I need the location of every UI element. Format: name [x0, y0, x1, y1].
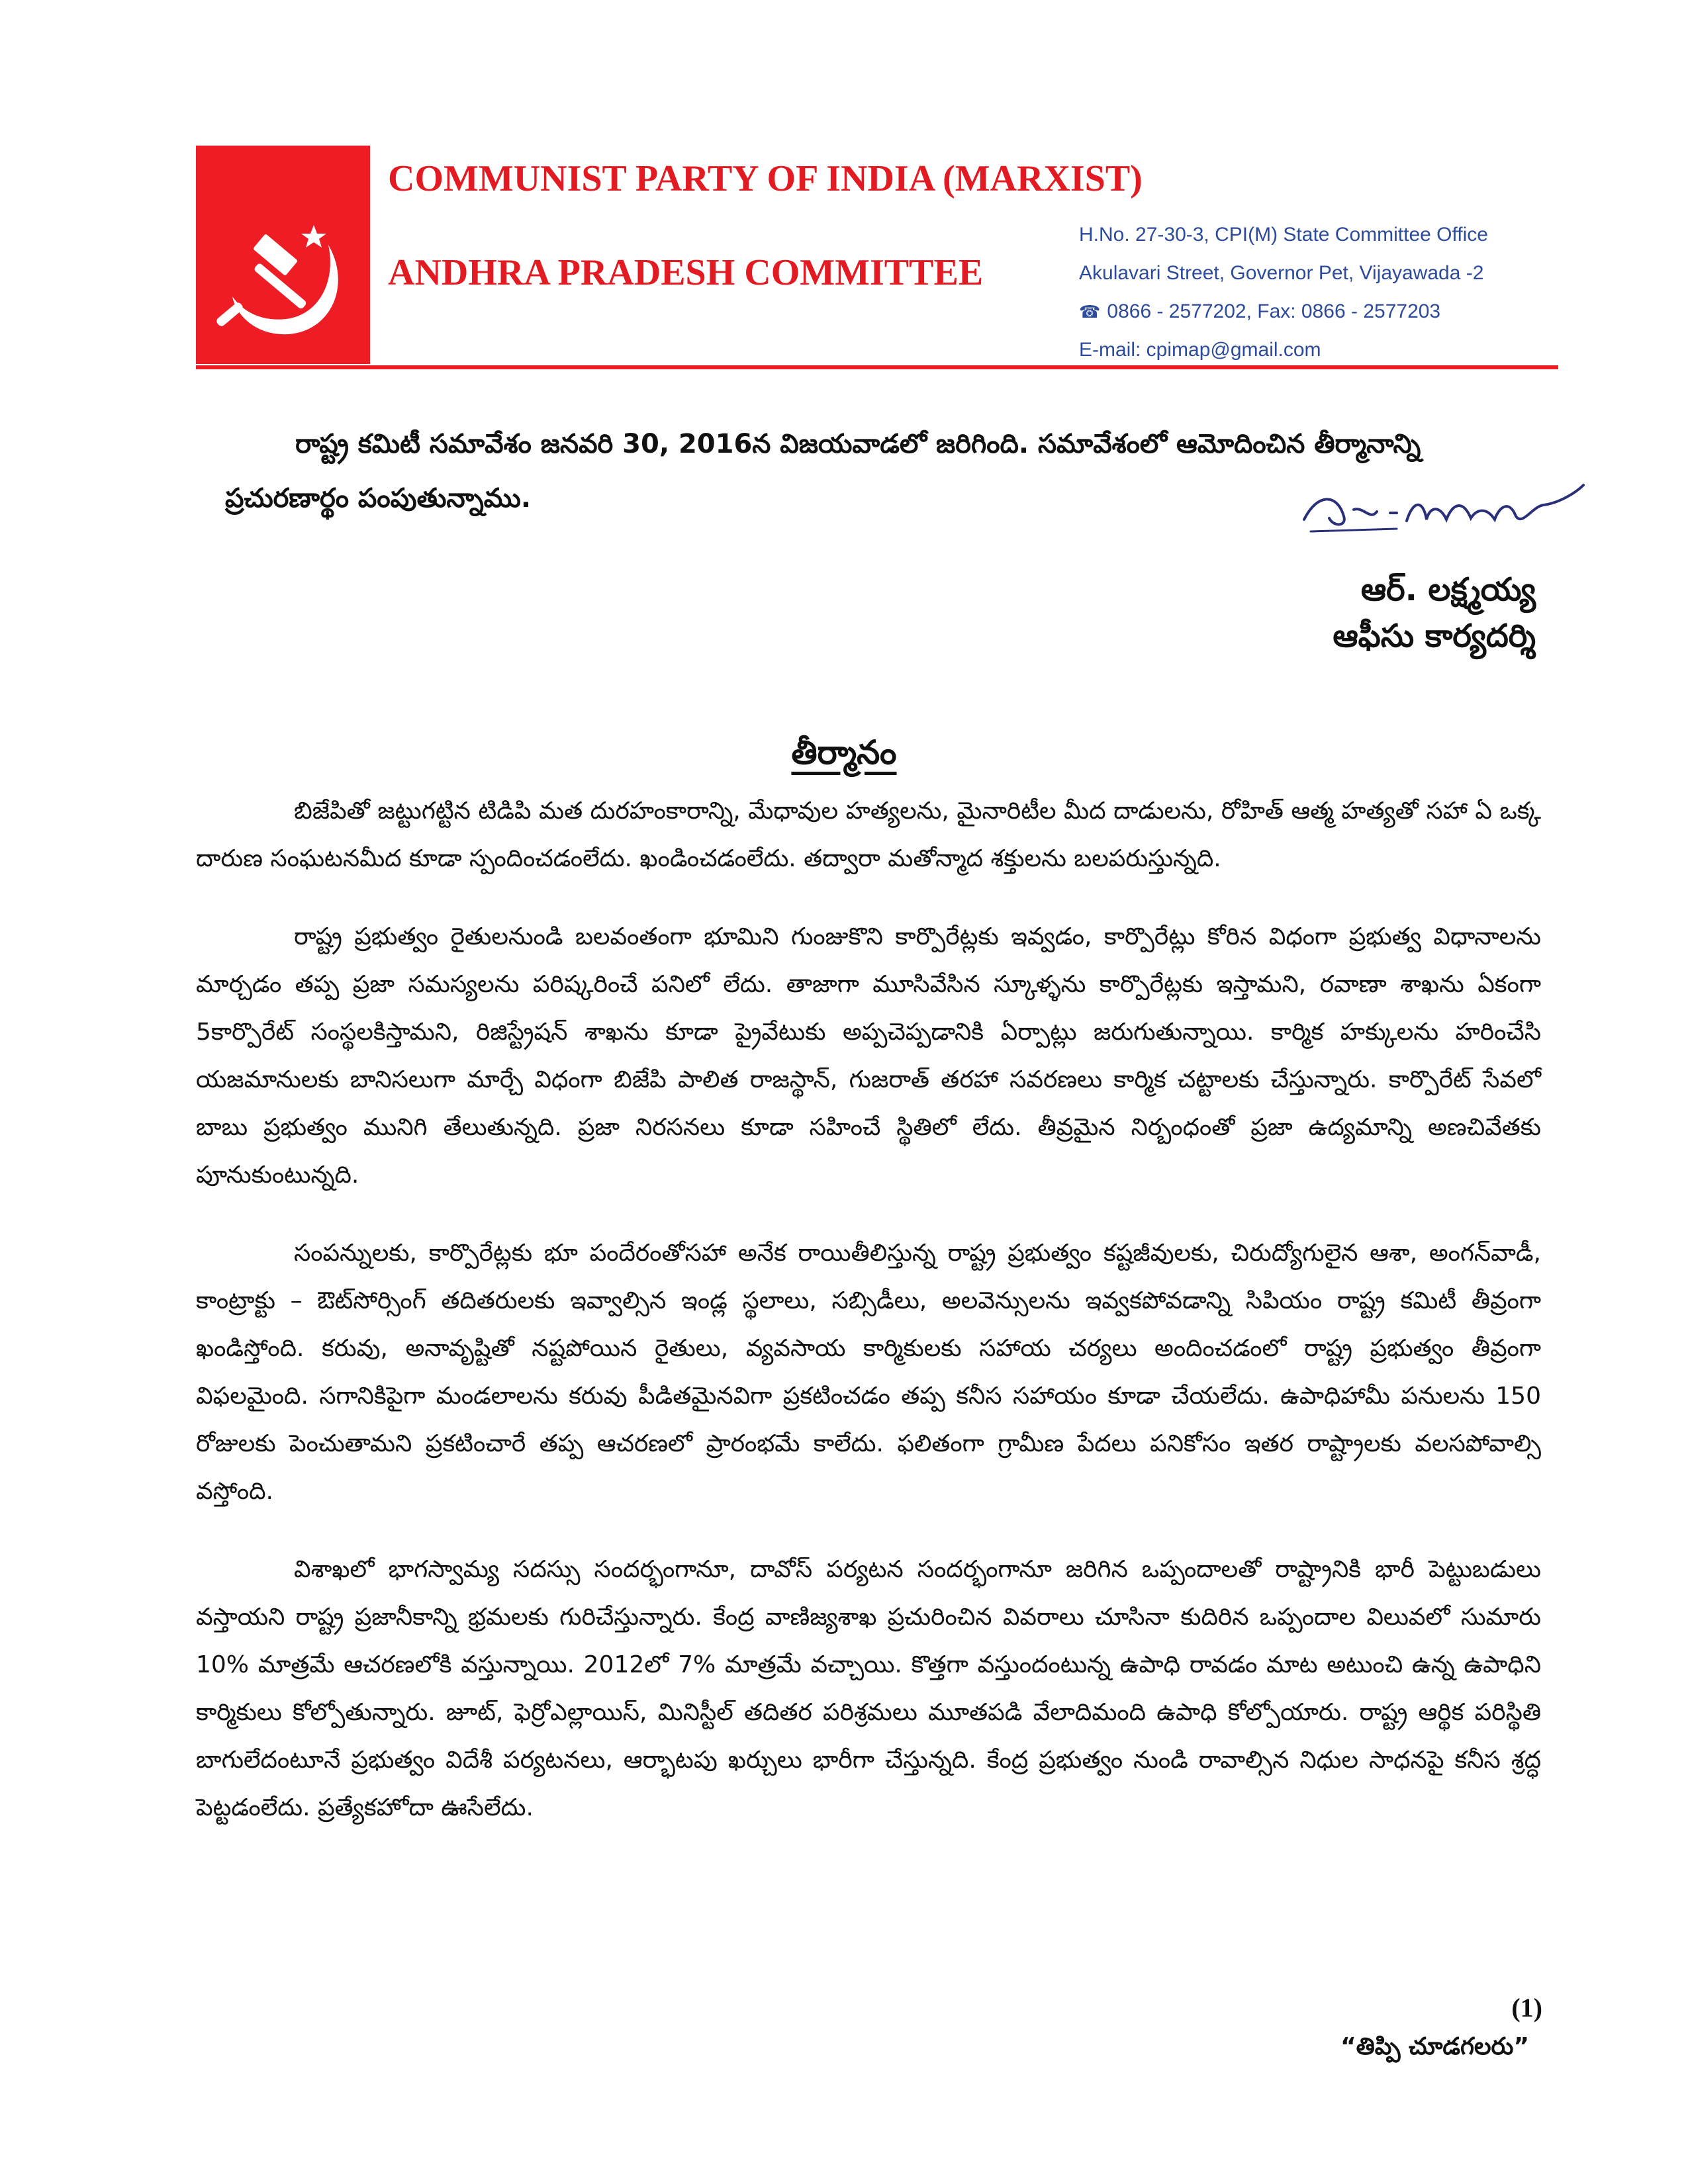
email-line: E-mail: cpimap@gmail.com [1079, 339, 1321, 361]
party-name: COMMUNIST PARTY OF INDIA (MARXIST) [388, 158, 1143, 199]
resolution-title [0, 733, 1688, 780]
continued-note: “తిప్పి చూడగలరు” [1340, 2033, 1529, 2060]
handwritten-signature-icon [1297, 480, 1589, 539]
resolution-title-text: తీర్మానం [791, 733, 897, 772]
hammer-sickle-star-icon [196, 146, 370, 364]
phone-numbers: 0866 - 2577202, Fax: 0866 - 2577203 [1107, 300, 1441, 322]
paragraph-4: విశాఖలో భాగస్వామ్య సదస్సు సందర్భంగానూ, దావోస్ పర్యటన సందర్భంగానూ జరిగిన ఒప్పందాలతో రాష్ట్రానికి భారీ పెట్టుబడులు వస్తాయని రాష్ట్ర ప్రజానీకాన్ని భ్రమలకు గురిచేస్తున్నారు. కేంద్ర వాణిజ్యశాఖ ప్రచురించిన వివరాలు చూసినా కుదిరిన ఒప్పందాల విలువలో సుమారు 10% మాత్రమే ఆచరణలోకి వస్తున్నాయి. 2012లో 7% మాత్రమే వచ్చాయి. కొత్తగా వస్తుందంటున్న ఉపాధి రావడం మాట అటుంచి ఉన్న ఉపాధిని కార్మికులు కోల్పోతున్నారు. జూట్, ఫెర్రోఎల్లాయిస్, మినిస్టీల్ తదితర పరిశ్రమలు మూతపడి వేలాదిమంది ఉపాధి కోల్పోయారు. రాష్ట్ర ఆర్థిక పరిస్థితి బాగులేదంటూనే ప్రభుత్వం విదేశీ పర్యటనలు, ఆర్భాటపు ఖర్చులు భారీగా చేస్తున్నది. కేంద్ర ప్రభుత్వం నుండి రావాల్సిన నిధుల సాధనపై కనీస శ్రద్ధ పెట్టడంలేదు. ప్రత్యేకహోదా ఊసేలేదు. [196, 1556, 1541, 1821]
intro-note: రాష్ట్ర కమిటీ సమావేశం జనవరి 30, 2016న విజయవాడలో జరిగింది. సమావేశంలో ఆమోదించిన తీర్మానాన్ని ప్రచురణార్థం పంపుతున్నాము. [225, 429, 1421, 514]
page-number: (1) [1511, 1993, 1542, 2023]
paragraph-1: బిజేపితో జట్టుగట్టిన టిడిపి మత దురహంకారాన్ని, మేధావుల హత్యలను, మైనారిటీల మీద దాడులను, రోహిత్ ఆత్మ హత్యతో సహా ఏ ఒక్క దారుణ సంఘటనమీద కూడా స్పందించడంలేదు. ఖండించడంలేదు. తద్వారా మతోన్మాద శక్తులను బలపరుస్తున్నది. [196, 797, 1541, 872]
header-divider [196, 365, 1558, 369]
address-line-2: Akulavari Street, Governor Pet, Vijayawada -2 [1079, 262, 1484, 284]
office-address [1079, 216, 1556, 369]
phone-line [1079, 293, 1556, 331]
party-logo [196, 146, 370, 364]
paragraph-3: సంపన్నులకు, కార్పొరేట్లకు భూ పందేరంతోసహా అనేక రాయితీలిస్తున్న రాష్ట్ర ప్రభుత్వం కష్టజీవులకు, చిరుద్యోగులైన ఆశా, అంగన్‌వాడీ, కాంట్రాక్టు – ఔట్‌సోర్సింగ్ తదితరులకు ఇవ్వాల్సిన ఇండ్ల స్థలాలు, సబ్సిడీలు, అలవెన్సులను ఇవ్వకపోవడాన్ని సిపియం రాష్ట్ర కమిటీ తీవ్రంగా ఖండిస్తోంది. కరువు, అనావృష్టితో నష్టపోయిన రైతులు, వ్యవసాయ కార్మికులకు సహాయ చర్యలు అందించడంలో రాష్ట్ర ప్రభుత్వం తీవ్రంగా విఫలమైంది. సగానికిపైగా మండలాలను కరువు పీడితమైనవిగా ప్రకటించడం తప్ప కనీస సహాయం కూడా చేయలేదు. ఉపాధిహామీ పనులను 150 రోజులకు పెంచుతామని ప్రకటించారే తప్ప ఆచరణలో ప్రారంభమే కాలేదు. ఫలితంగా గ్రామీణ పేదలు పనికోసం ఇతర రాష్ట్రాలకు వలసపోవాల్సి వస్తోంది. [196, 1240, 1541, 1505]
signer-name: ఆర్. లక్ష్మయ్య [1360, 571, 1536, 608]
paragraph-2: రాష్ట్ర ప్రభుత్వం రైతులనుండి బలవంతంగా భూమిని గుంజుకొని కార్పొరేట్లకు ఇవ్వడం, కార్పొరేట్లు కోరిన విధంగా ప్రభుత్వ విధానాలను మార్చడం తప్ప ప్రజా సమస్యలను పరిష్కరించే పనిలో లేదు. తాజాగా మూసివేసిన స్కూళ్ళను కార్పొరేట్లకు ఇస్తామని, రవాణా శాఖను ఏకంగా 5కార్పొరేట్ సంస్థలకిస్తామని, రిజిస్ట్రేషన్ శాఖను కూడా ప్రైవేటుకు అప్పచెప్పడానికి ఏర్పాట్లు జరుగుతున్నాయి. కార్మిక హక్కులను హరించేసి యజమానులకు బానిసలుగా మార్చే విధంగా బిజేపి పాలిత రాజస్థాన్, గుజరాత్ తరహా సవరణలు కార్మిక చట్టాలకు చేస్తున్నారు. కార్పొరేట్ సేవలో బాబు ప్రభుత్వం మునిగి తేలుతున్నది. ప్రజా నిరసనలు కూడా సహించే స్థితిలో లేదు. తీవ్రమైన నిర్బంధంతో ప్రజా ఉద్యమాన్ని అణచివేతకు పూనుకుంటున్నది. [196, 923, 1541, 1189]
address-line-1: H.No. 27-30-3, CPI(M) State Committee Office [1079, 224, 1488, 246]
resolution-body [196, 788, 1541, 1862]
committee-name: ANDHRA PRADESH COMMITTEE [388, 252, 984, 293]
signer-title: ఆఫీసు కార్యదర్శి [1333, 617, 1536, 655]
phone-icon: ☎ [1079, 302, 1101, 322]
signer-block [1333, 567, 1536, 659]
